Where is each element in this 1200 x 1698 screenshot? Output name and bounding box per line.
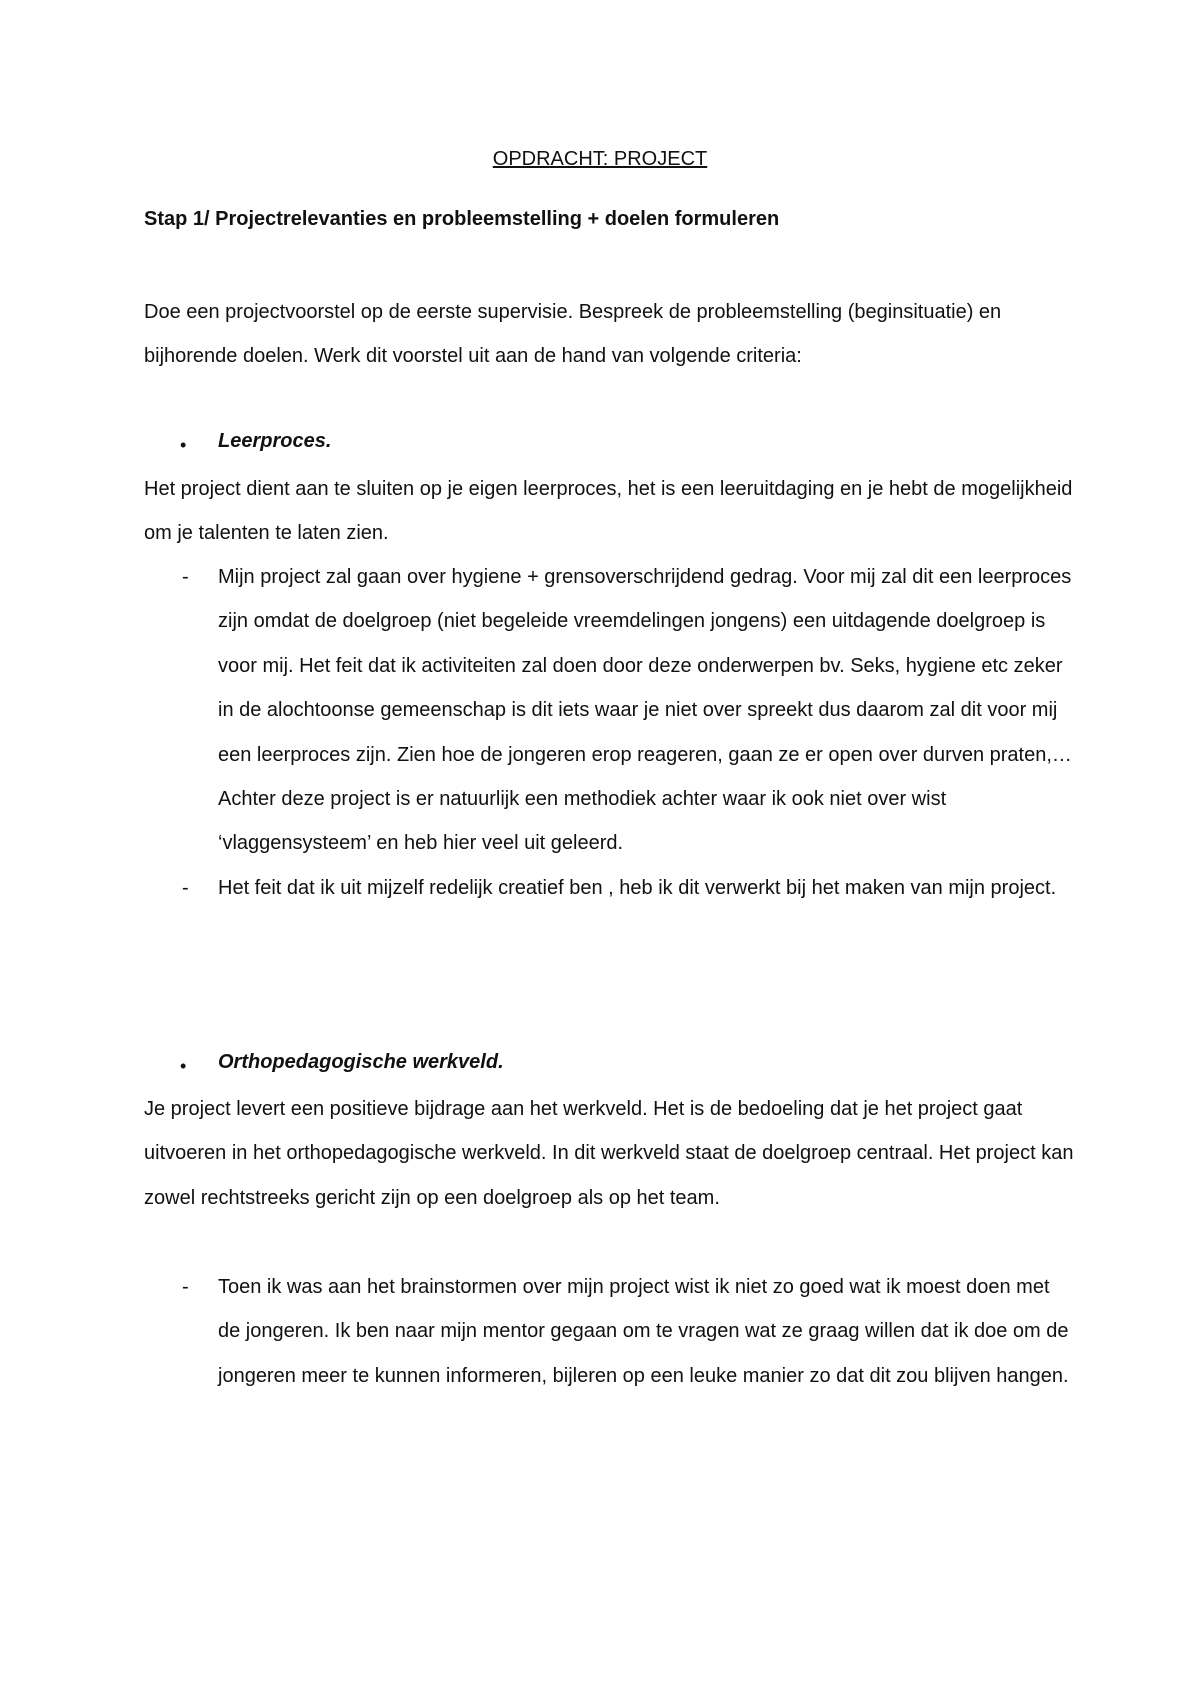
document-title: OPDRACHT: PROJECT: [492, 148, 708, 170]
criterion-item-list: [144, 555, 1074, 910]
criterion-description: Je project levert een positieve bijdrage aan het werkveld. Het is de bedoeling dat je het project gaat uitvoeren in het orthopedagogische werkveld. In dit werkveld staat de doelgroep centraal. Het project kan zowel rechtstreeks gericht zijn op een doelgroep als op het team.: [144, 1098, 1074, 1209]
list-item-text: Het feit dat ik uit mijzelf redelijk creatief ben , heb ik dit verwerkt bij het maken van mijn project.: [218, 876, 1057, 899]
list-item: [144, 1265, 1074, 1398]
dash-bullet: -: [182, 1276, 189, 1298]
intro-paragraph: Doe een projectvoorstel op de eerste supervisie. Bespreek de probleemstelling (beginsituatie) en bijhorende doelen. Werk dit voorstel uit aan de hand van volgende criteria:: [144, 301, 1002, 368]
bullet-icon: •: [180, 435, 187, 455]
criterion-item-list: [144, 1265, 1074, 1398]
list-item-text: Mijn project zal gaan over hygiene + grensoverschrijdend gedrag. Voor mij zal dit een leerproces zijn omdat de doelgroep (niet begeleide vreemdelingen jongens) een uitdagende doelgroep is voor mij. Het feit dat ik activiteiten zal doen door deze onderwerpen bv. Seks, hygiene etc zeker in de alochtoonse gemeenschap is dit iets waar je niet over spreekt dus daarom zal dit voor mij een leerproces zijn. Zien hoe de jongeren erop reageren, gaan ze er open over durven praten,… Achter deze project is er natuurlijk een methodiek achter waar ik ook niet over wist ‘vlaggensysteem’ en heb hier veel uit geleerd.: [218, 566, 1072, 855]
list-item: [144, 866, 1074, 910]
bullet-icon: •: [180, 1056, 187, 1076]
list-item-text: Toen ik was aan het brainstormen over mijn project wist ik niet zo goed wat ik moest doen met de jongeren. Ik ben naar mijn mentor gegaan om te vragen wat ze graag willen dat ik doe om de jongeren meer te kunnen informeren, bijleren op een leuke manier zo dat dit zou blijven hangen.: [218, 1276, 1069, 1387]
criterion-description: Het project dient aan te sluiten op je eigen leerproces, het is een leeruitdaging en je hebt de mogelijkheid om je talenten te laten zien.: [144, 478, 1073, 545]
dash-bullet: -: [182, 876, 189, 899]
step-heading: Stap 1/ Projectrelevanties en probleemstelling + doelen formuleren: [144, 208, 780, 230]
dash-bullet: -: [182, 566, 189, 588]
criterion-label: Leerproces.: [218, 430, 332, 452]
criterion-label: Orthopedagogische werkveld.: [218, 1051, 504, 1073]
list-item: [144, 555, 1074, 866]
